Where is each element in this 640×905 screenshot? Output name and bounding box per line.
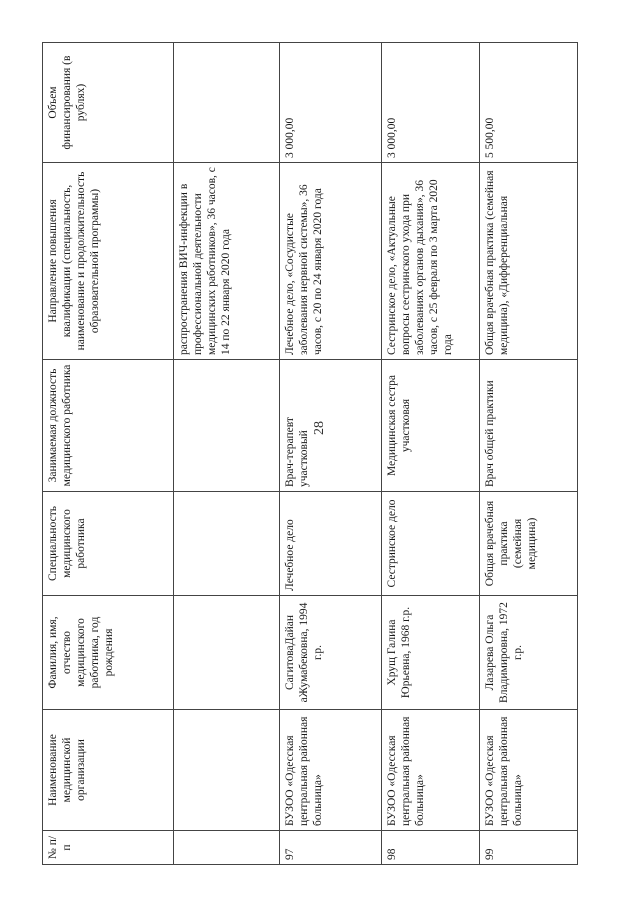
table-row — [382, 43, 480, 865]
table-cell — [174, 360, 280, 492]
row-position: Врач общей практики — [480, 360, 578, 492]
row-position: Врач-терапевт участковый — [280, 360, 382, 492]
row-person: СагитоваДайан аЖумабековна, 1994 г.р. — [280, 596, 382, 710]
row-position: Медицинская сестра участковая — [382, 360, 480, 492]
row-specialty: Общая врачебная практика (семейная медицина) — [480, 492, 578, 596]
header-funding: Объем финансирования (в рублях) — [43, 43, 174, 163]
header-training: Направление повышения квалификации (специальность, наименование и продолжительность образовательной программы) — [43, 163, 174, 360]
row-amount: 3 000,00 — [280, 43, 382, 163]
row-num: 99 — [480, 831, 578, 865]
row-amount: 5 500,00 — [480, 43, 578, 163]
page-number: 28 — [312, 421, 327, 435]
row-specialty: Лечебное дело — [280, 492, 382, 596]
header-person: Фамилия, имя, отчество медицинского работника, год рождения — [43, 596, 174, 710]
table-cell — [174, 596, 280, 710]
table-row-continuation — [174, 43, 280, 865]
table-cell — [174, 43, 280, 163]
header-organization: Наименование медицинской организации — [43, 710, 174, 831]
row-training: Общая врачебная практика (семейная медицина), «Дифференциальная — [480, 163, 578, 360]
row-num: 97 — [280, 831, 382, 865]
row-organization: БУЗОО «Одесская центральная районная больница» — [382, 710, 480, 831]
row-organization: БУЗОО «Одесская центральная районная больница» — [280, 710, 382, 831]
row-person: Лазарева Ольга Владимировна, 1972 г.р. — [480, 596, 578, 710]
table-header-row — [43, 43, 174, 865]
table-cell — [174, 710, 280, 831]
row-organization: БУЗОО «Одесская центральная районная больница» — [480, 710, 578, 831]
table-cell — [174, 492, 280, 596]
row-specialty: Сестринское дело — [382, 492, 480, 596]
header-position: Занимаемая должность медицинского работника — [43, 360, 174, 492]
training-table — [42, 42, 578, 865]
table-row — [480, 43, 578, 865]
header-specialty: Специальность медицинского работника — [43, 492, 174, 596]
table-cell-training: распространения ВИЧ-инфекции в профессиональной деятельности медицинских работников», 36 часов, с 14 по 22 января 2020 года — [174, 163, 280, 360]
row-person: Хрущ Галина Юрьевна, 1968 г.р. — [382, 596, 480, 710]
row-amount: 3 000,00 — [382, 43, 480, 163]
header-num: № п/п — [43, 831, 174, 865]
row-training: Лечебное дело, «Сосудистые заболевания нервной системы», 36 часов, с 20 по 24 января 2020 года — [280, 163, 382, 360]
table-cell — [174, 831, 280, 865]
row-training: Сестринское дело, «Актуальные вопросы сестринского ухода при заболеваниях органов дыхания», 36 часов, с 25 февраля по 3 марта 2020 года — [382, 163, 480, 360]
table-row — [280, 43, 382, 865]
row-num: 98 — [382, 831, 480, 865]
